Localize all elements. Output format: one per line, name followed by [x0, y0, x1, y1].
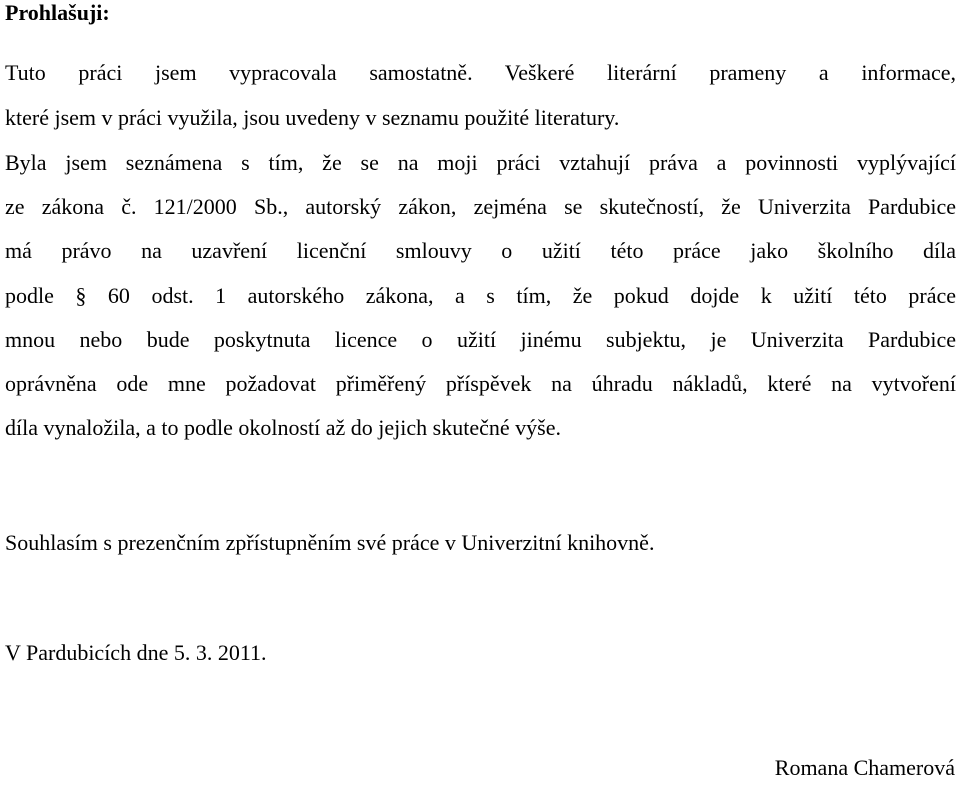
paragraph-line: díla vynaložila, a to podle okolností až do jejich skutečné výše.	[5, 415, 561, 441]
author-signature: Romana Chamerová	[774, 755, 955, 780]
paragraph-line: podle § 60 odst. 1 autorského zákona, a s tím, že pokud dojde k užití této práce	[5, 282, 956, 308]
paragraph-line: ze zákona č. 121/2000 Sb., autorský zákon, zejména se skutečností, že Univerzita Pardubice	[5, 194, 956, 220]
paragraph-line: které jsem v práci využila, jsou uvedeny v seznamu použité literatury.	[5, 104, 620, 130]
place-and-date: V Pardubicích dne 5. 3. 2011.	[5, 640, 267, 665]
paragraph-line: Byla jsem seznámena s tím, že se na moji práci vztahují práva a povinnosti vyplývající	[5, 150, 956, 175]
paragraph-line: Tuto práci jsem vypracovala samostatně. Veškeré literární prameny a informace,	[5, 60, 956, 85]
authorship-paragraph	[5, 51, 956, 140]
paragraph-line: má právo na uzavření licenční smlouvy o užití této práce jako školního díla	[5, 238, 956, 264]
library-consent: Souhlasím s prezenčním zpřístupněním své práce v Univerzitní knihovně.	[5, 530, 655, 555]
copyright-paragraph	[5, 141, 956, 450]
declaration-heading: Prohlašuji:	[5, 0, 110, 25]
paragraph-line: oprávněna ode mne požadovat přiměřený příspěvek na úhradu nákladů, které na vytvoření	[5, 371, 956, 397]
paragraph-line: mnou nebo bude poskytnuta licence o užití jinému subjektu, je Univerzita Pardubice	[5, 326, 956, 352]
